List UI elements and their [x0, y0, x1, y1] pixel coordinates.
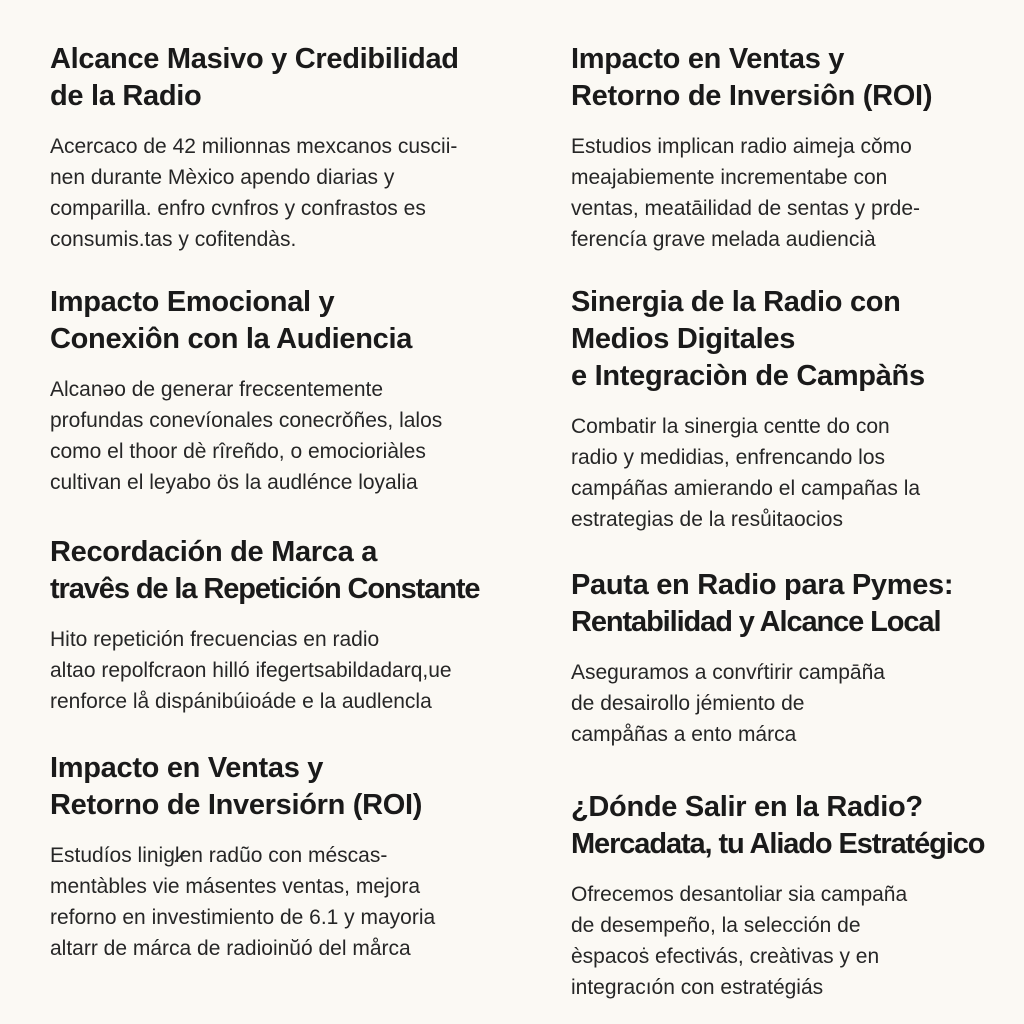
body-line: Aseguramos a convŕtirir campāña	[571, 661, 885, 684]
title-line: e Integraciòn de Campàñs	[571, 360, 925, 392]
body-line: campåñas a ento márca	[571, 723, 797, 746]
section-impacto-ventas-right	[571, 41, 1011, 255]
section-title	[571, 284, 1011, 395]
body-line: Estudios implican radio aimeja cǒmo	[571, 135, 912, 158]
section-body	[50, 131, 555, 255]
title-line: ¿Dónde Salir en la Radio?	[571, 791, 923, 823]
body-line: Acercaco de 42 milionnas mexcanos cuscii-	[50, 135, 458, 158]
title-line: Alcance Masivo y Credibilidad	[50, 43, 459, 75]
section-body	[50, 840, 555, 964]
body-line: renforce lå dispánibúioáde e la audlencla	[50, 690, 432, 713]
section-impacto-emocional	[50, 284, 555, 498]
body-line: meajabiemente incrementabe con	[571, 166, 888, 189]
body-line: ferencía grave melada audiencià	[571, 228, 876, 251]
title-line: Impacto en Ventas y	[50, 752, 324, 784]
body-line: campáñas amierando el campañas la	[571, 477, 921, 500]
section-title	[571, 567, 1011, 641]
section-body	[571, 131, 1011, 255]
title-line: Medios Digitales	[571, 323, 796, 355]
section-pauta-pymes	[571, 567, 1011, 750]
body-line: como el thoor dè rîreñdo, o emocioriàles	[50, 440, 426, 463]
body-line: consumis.tas y cofitendàs.	[50, 228, 297, 251]
section-body	[571, 657, 1011, 750]
title-line: Impacto en Ventas y	[571, 43, 845, 75]
title-line: Sinergia de la Radio con	[571, 286, 901, 318]
title-line: Rentabilidad y Alcance Local	[571, 606, 941, 638]
section-title	[571, 789, 1011, 863]
body-line: estrategias de la resůitaocios	[571, 508, 843, 531]
body-line: cultivan el leyabo ös la audlénce loyalia	[50, 471, 418, 494]
body-line: altao repolfcraon hilló ifegertsabildadarq,ue	[50, 659, 452, 682]
body-line: mentàbles vie másentes ventas, mejora	[50, 875, 421, 898]
title-line: Retorno de Inversiórn (ROI)	[50, 789, 423, 821]
body-line: Combatir la sinergia centte do con	[571, 415, 890, 438]
body-line: de desempeño, la selección de	[571, 914, 861, 937]
section-alcance-masivo	[50, 41, 555, 255]
section-title	[50, 284, 555, 358]
body-line: de desairollo jémiento de	[571, 692, 805, 715]
body-line: reforno en investimiento de 6.1 y mayoria	[50, 906, 436, 929]
body-line: Alcanǝo de generar frecɛentemente	[50, 378, 384, 401]
section-body	[571, 411, 1011, 535]
body-line: Hito repetición frecuencias en radio	[50, 628, 380, 651]
section-sinergia-digital	[571, 284, 1011, 535]
section-donde-salir	[571, 789, 1011, 1003]
section-title	[50, 534, 555, 608]
body-line: ventas, meatāilidad de sentas y prde-	[571, 197, 921, 220]
section-title	[50, 750, 555, 824]
body-line: radio y medidias, enfrencando los	[571, 446, 886, 469]
title-line: Impacto Emocional y	[50, 286, 335, 318]
title-line: travês de la Repetición Constante	[50, 573, 480, 605]
title-line: Recordación de Marca a	[50, 536, 378, 568]
section-body	[50, 374, 555, 498]
body-line: nen durante Mèxico apendo diarias y	[50, 166, 395, 189]
section-recordacion-marca	[50, 534, 555, 717]
body-line: Estudíos linigl̷en radũo con méscas-	[50, 844, 388, 867]
body-line: integracıón con estratégiás	[571, 976, 824, 999]
section-title	[571, 41, 1011, 115]
title-line: Retorno de Inversiôn (ROI)	[571, 80, 933, 112]
body-line: altarr de márca de radioinŭó del mårca	[50, 937, 411, 960]
section-body	[50, 624, 555, 717]
title-line: de la Radio	[50, 80, 202, 112]
section-title	[50, 41, 555, 115]
section-body	[571, 879, 1011, 1003]
body-line: Ofrecemos desantoliar sia campaña	[571, 883, 908, 906]
title-line: Conexiôn con la Audiencia	[50, 323, 413, 355]
section-impacto-ventas-left	[50, 750, 555, 964]
title-line: Mercadata, tu Aliado Estratégico	[571, 828, 985, 860]
body-line: èspacoṡ efectivás, creàtivas y en	[571, 945, 880, 968]
body-line: profundas conevíonales conecrǒñes, lalos	[50, 409, 443, 432]
body-line: comparilla. enfro cvnfros y confrastos es	[50, 197, 426, 220]
title-line: Pauta en Radio para Pymes:	[571, 569, 954, 601]
